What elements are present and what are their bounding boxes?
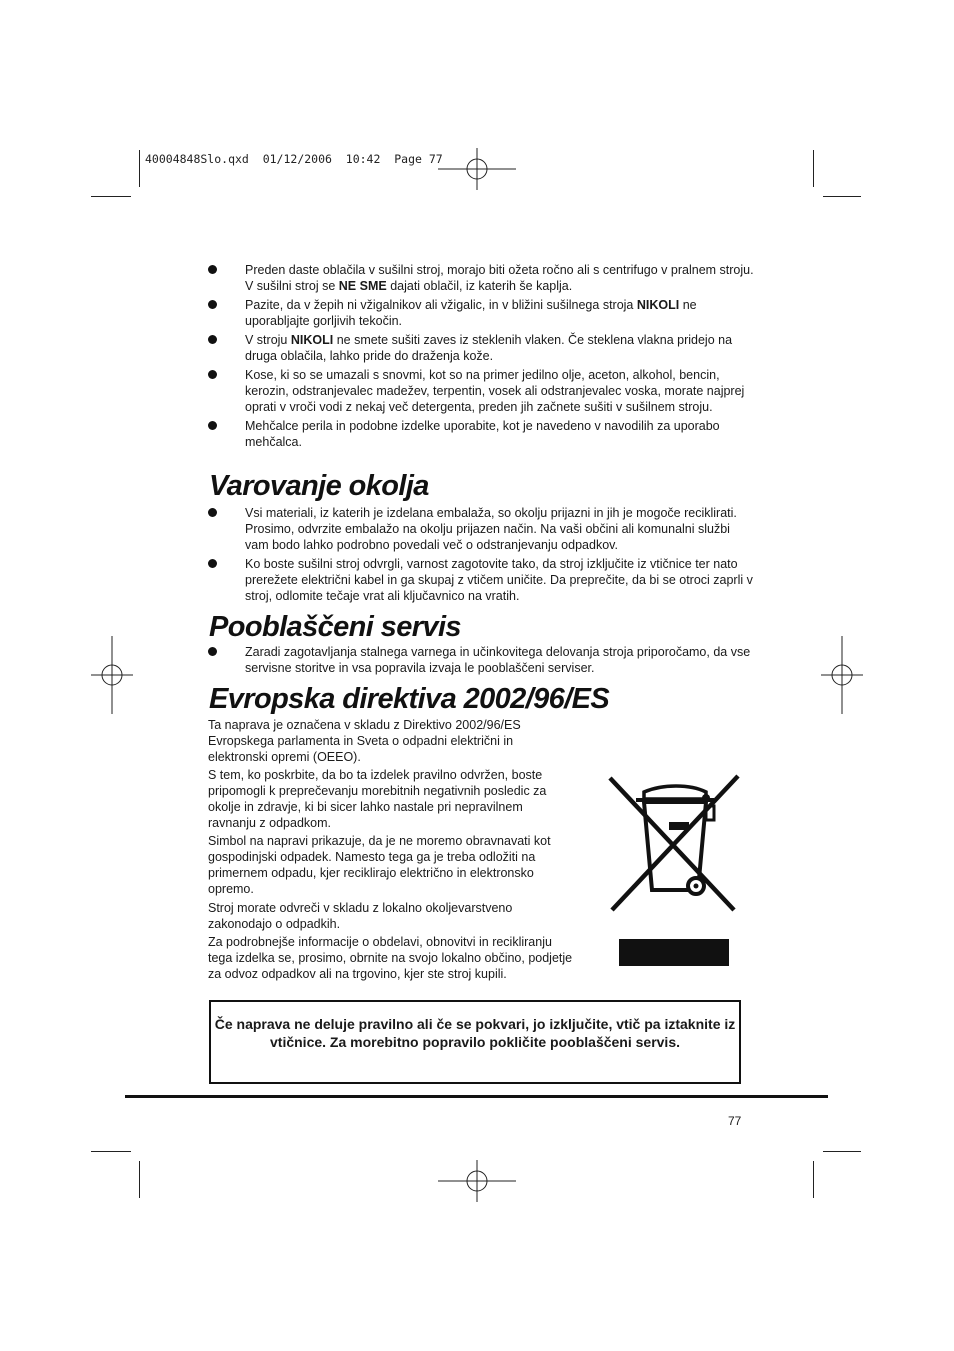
bullet-text: ne smete sušiti zaves iz steklenih vlaken. Če steklena vlakna pridejo na druga oblačila, lahko pride do draženja kože. — [245, 333, 733, 363]
service-bullet-list — [208, 644, 754, 679]
bullet-item — [208, 644, 754, 676]
bullet-text: Mehčalce perila in podobne izdelke uporabite, kot je navedeno v navodilih za uporabo mehčalca. — [245, 419, 720, 449]
bold-emphasis: NIKOLI — [290, 333, 334, 347]
printer-slug: 40004848Slo.qxd 01/12/2006 10:42 Page 77 — [145, 152, 443, 166]
bullet-text: Ko boste sušilni stroj odvrgli, varnost zagotovite tako, da stroj izključite iz vtičnice ter nato prerežete električni kabel in ga skupaj z vtičem uničite. Da preprečite, da bi se otroci zaprli v stroj, odlomite tečaje vrat ali ključavnico na vratih. — [245, 557, 753, 603]
weee-paragraph: Simbol na napravi prikazuje, da je ne moremo obravnavati kot gospodinjski odpadek. Namesto tega ga je treba odložiti na primernem odpadu, kjer reciklirajo električno in elektronsko opremo. — [208, 834, 551, 896]
registration-crosshair-icon — [438, 1160, 516, 1202]
environment-bullet-list — [208, 505, 754, 607]
bullet-text: ne uporabljajte gorljivih tekočin. — [245, 298, 697, 328]
crop-mark — [813, 150, 814, 187]
section-title-weee-directive: Evropska direktiva 2002/96/ES — [209, 683, 610, 715]
crop-mark — [91, 196, 131, 197]
bullet-text: Kose, ki so se umazali s snovmi, kot so na primer jedilno olje, aceton, alkohol, bencin, kerozin, odstranjevalec madežev, terpentin, vosek ali odstranjevalec voska, morate najprej oprati v vroči vodi z nekaj več detergenta, preden jih začnete sušiti v sušilnem stroju. — [245, 368, 745, 414]
bullet-text: V stroju — [245, 333, 291, 347]
bullet-dot-icon — [208, 335, 217, 344]
bullet-text: Zaradi zagotavljanja stalnega varnega in učinkovitega delovanja stroja priporočamo, da vse servisne storitve in vsa popravila izvaja le pooblaščeni serviser. — [245, 645, 751, 675]
service-notice-box: Če naprava ne deluje pravilno ali če se pokvari, jo izključite, vtič pa iztaknite iz vtičnice. Za morebitno popravilo pokličite pooblaščeni servis. — [209, 1000, 741, 1084]
bullet-dot-icon — [208, 559, 217, 568]
bullet-dot-icon — [208, 421, 217, 430]
crop-mark — [139, 1161, 140, 1198]
bullet-text: Pazite, da v žepih ni vžigalnikov ali vžigalic, in v bližini sušilnega stroja — [245, 298, 637, 312]
bullet-text: dajati oblačil, iz katerih še kaplja. — [386, 279, 573, 293]
page-number: 77 — [728, 1114, 742, 1128]
bullet-item — [208, 297, 754, 329]
crop-mark — [139, 150, 140, 187]
bullet-item — [208, 367, 754, 415]
bullet-dot-icon — [208, 300, 217, 309]
black-bar — [619, 939, 729, 966]
safety-bullet-list — [208, 262, 754, 453]
bullet-text: Preden daste oblačila v sušilni stroj, morajo biti ožeta ročno ali s centrifugo v pralnem stroju. V sušilni stroj se — [245, 263, 754, 293]
bold-emphasis: NE SME — [338, 279, 387, 293]
crop-mark — [813, 1161, 814, 1198]
registration-crosshair-icon — [821, 636, 863, 714]
bullet-dot-icon — [208, 508, 217, 517]
bold-emphasis: NIKOLI — [636, 298, 680, 312]
registration-crosshair-icon — [438, 148, 516, 190]
crossed-out-wheelie-bin-icon — [606, 772, 742, 914]
weee-paragraph: Za podrobnejše informacije o obdelavi, obnovitvi in recikliranju tega izdelka se, prosimo, obrnite na svojo lokalno občino, podjetje za odvoz odpadkov ali na trgovino, kjer ste stroj kupili. — [208, 935, 573, 981]
bullet-text: Vsi materiali, iz katerih je izdelana embalaža, so okolju prijazni in jih je mogoče reciklirati. Prosimo, odvrzite embalažo na okolju prijazen način. Na vaši občini ali komunalni službi vam bodo lahko podrobno povedali več o odstranjevanju odpadkov. — [245, 506, 737, 552]
bullet-item — [208, 418, 754, 450]
bullet-dot-icon — [208, 647, 217, 656]
bullet-item — [208, 262, 754, 294]
section-title-environment: Varovanje okolja — [209, 470, 429, 502]
crop-mark — [823, 196, 861, 197]
crop-mark — [91, 1151, 131, 1152]
weee-paragraph: Stroj morate odvreči v skladu z lokalno okoljevarstveno zakonodajo o odpadkih. — [208, 901, 513, 931]
bullet-item — [208, 505, 754, 553]
bullet-dot-icon — [208, 370, 217, 379]
bullet-item — [208, 332, 754, 364]
registration-crosshair-icon — [91, 636, 133, 714]
section-title-service: Pooblaščeni servis — [209, 611, 461, 643]
bullet-item — [208, 556, 754, 604]
weee-paragraph: Ta naprava je označena v skladu z Direktivo 2002/96/ES Evropskega parlamenta in Sveta o odpadni električni in elektronski opremi (OEEO). — [208, 718, 521, 764]
footer-rule — [125, 1095, 828, 1098]
weee-paragraph: S tem, ko poskrbite, da bo ta izdelek pravilno odvržen, boste pripomogli k preprečevanju morebitnih negativnih posledic za okolje in zdravje, ki bi sicer lahko nastale pri nepravilnem ravnanju z odpadkom. — [208, 768, 547, 830]
crop-mark — [823, 1151, 861, 1152]
bullet-dot-icon — [208, 265, 217, 274]
